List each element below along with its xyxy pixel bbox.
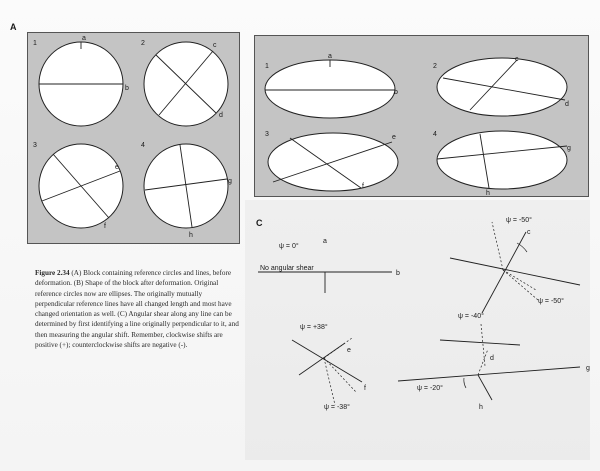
line-label-h: h [486, 190, 490, 197]
line-label-f: f [362, 183, 364, 190]
reference-line [492, 222, 503, 270]
reference-line [478, 349, 488, 375]
reference-line [398, 367, 580, 381]
line-label-b: b [125, 85, 129, 92]
line-label-d: d [219, 112, 223, 119]
cell-number-1: 1 [33, 40, 37, 47]
psi-zero-label: ψ = 0° [279, 243, 299, 250]
psi-g-label: ψ = -20° [417, 385, 443, 392]
psi-c-top-label: ψ = -50° [506, 217, 532, 224]
label-b: b [396, 270, 400, 277]
psi-e-label: ψ = +38° [300, 324, 328, 331]
line-label-a: a [328, 53, 332, 60]
reference-line [464, 378, 466, 388]
cell-number-2: 2 [141, 40, 145, 47]
reference-line [503, 270, 538, 300]
no-shear-label: No angular shear [260, 265, 314, 272]
cell-number-4: 4 [433, 131, 437, 138]
cell-number-3: 3 [265, 131, 269, 138]
label-h: h [479, 404, 483, 411]
cell-number-1: 1 [265, 63, 269, 70]
label-d: d [490, 355, 494, 362]
line-label-g: g [567, 145, 571, 152]
figure-label: Figure 2.34 [35, 269, 70, 277]
line-label-b: b [394, 89, 398, 96]
line-label-c: c [213, 42, 217, 49]
line-label-g: g [228, 178, 232, 185]
line-label-d: d [565, 101, 569, 108]
psi-d-label: ψ = -40° [458, 313, 484, 320]
label-c: c [527, 229, 531, 236]
cell-number-4: 4 [141, 142, 145, 149]
line-label-c: c [515, 56, 519, 63]
line-label-h: h [189, 232, 193, 239]
line-label-f: f [104, 223, 106, 230]
reference-line [517, 243, 527, 252]
label-e: e [347, 347, 351, 354]
reference-line [503, 270, 536, 290]
figure-caption [35, 268, 240, 350]
panel-letter-c: C [256, 218, 263, 228]
caption-text: (A) Block containing reference circles and lines, before deformation. (B) Shape of the block after deformation. Original reference circles now are ellipses. The originally mutually perpendicular reference lines have all changed length and most have changed orientation as well. (C) Angular shear along any line can be determined by first identifying a line originally perpendicular to it, and then measuring the angular shift. Remember, clockwise shifts are positive (+); counterclockwise shifts are negative (-). [35, 269, 239, 350]
line-label-e: e [392, 134, 396, 141]
line-label-e: e [115, 164, 119, 171]
line-label-a: a [82, 35, 86, 42]
reference-line [450, 258, 580, 285]
reference-line [440, 340, 520, 345]
label-f: f [364, 385, 366, 392]
cell-number-3: 3 [33, 142, 37, 149]
reference-line [481, 324, 485, 366]
panel-letter-a: A [10, 22, 17, 32]
cell-number-2: 2 [433, 63, 437, 70]
label-g: g [586, 365, 590, 372]
reference-line [478, 375, 492, 400]
psi-f-bottom-label: ψ = -38° [324, 404, 350, 411]
label-a: a [323, 238, 327, 245]
psi-c-bottom-label: ψ = -50° [538, 298, 564, 305]
